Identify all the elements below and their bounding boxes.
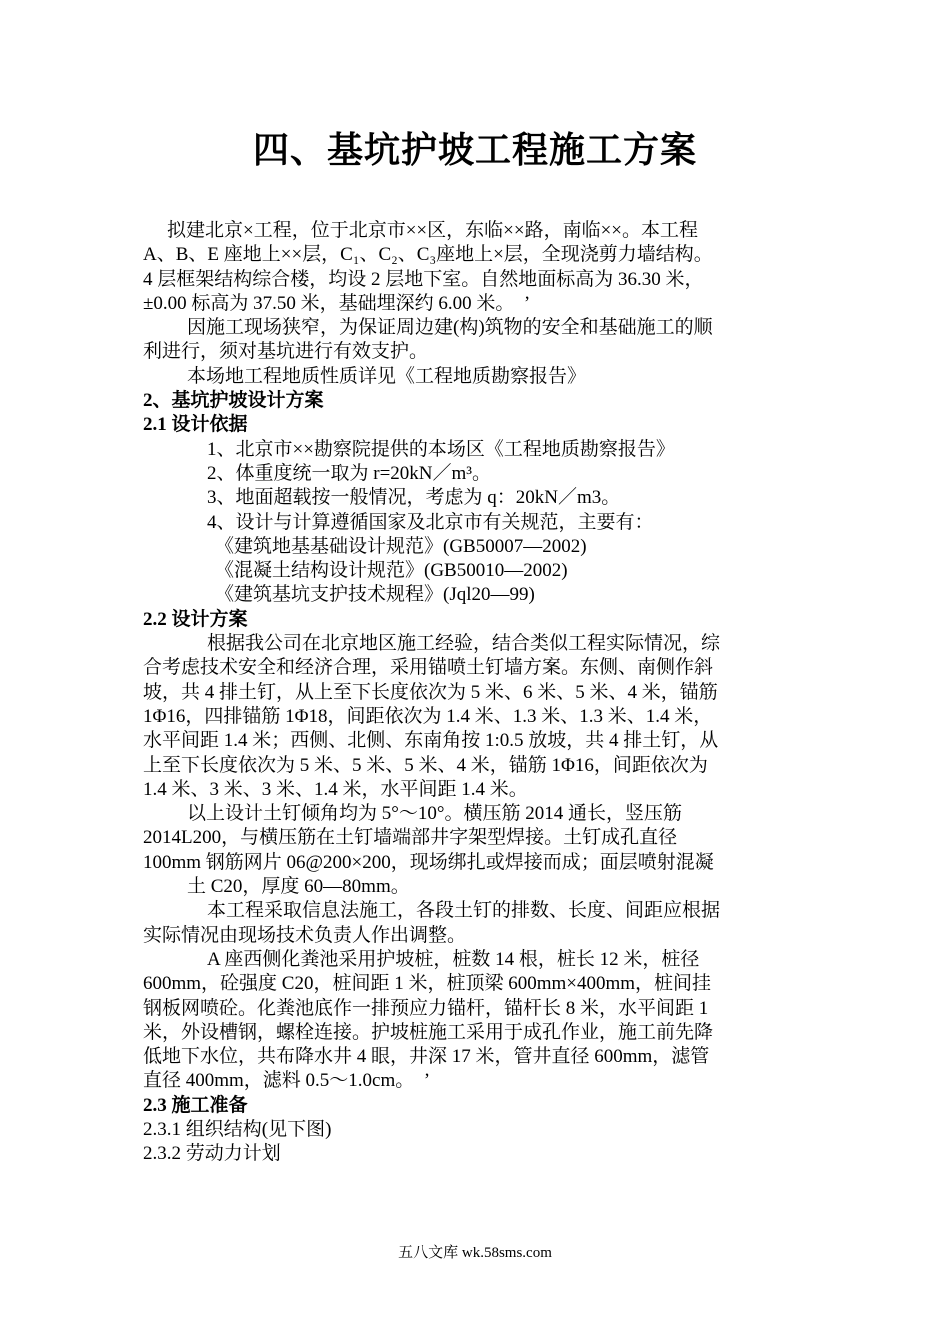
code-item-2: 《混凝土结构设计规范》(GB50010—2002) [215, 560, 568, 582]
text-line: 1.4 米、3 米、3 米、1.4 米，水平间距 1.4 米。 [143, 778, 528, 800]
design-paragraph-3 [143, 899, 813, 948]
basis-item-1: 1、北京市××勘察院提供的本场区《工程地质勘察报告》 [207, 438, 675, 460]
text-line: 利进行，须对基坑进行有效支护。 [143, 341, 429, 363]
basis-item-4: 4、设计与计算遵循国家及北京市有关规范，主要有： [207, 511, 654, 533]
text-line: 因施工现场狭窄，为保证周边建(构)筑物的安全和基础施工的顺 [187, 317, 713, 339]
text-line: 拟建北京×工程，位于北京市××区，东临××路，南临××。本工程 [167, 220, 699, 241]
text-line: 钢板网喷砼。化粪池底作一排预应力锚杆，锚杆长 8 米，水平间距 1 [143, 997, 709, 1019]
text-line: 坡，共 4 排土钉，从上至下长度依次为 5 米、6 米、5 米、4 米，锚筋 [143, 681, 718, 703]
text-line: ±0.00 标高为 37.50 米，基础埋深约 6.00 米。 ’ [143, 292, 531, 314]
text-line: 根据我公司在北京地区施工经验，结合类似工程实际情况，综 [207, 633, 721, 655]
page-title: 四、基坑护坡工程施工方案 [252, 129, 697, 171]
section-2-3-2-heading: 2.3.2 劳动力计划 [143, 1143, 281, 1165]
document-body [143, 219, 813, 1167]
text-line: 米，外设槽钢，螺栓连接。护坡桩施工采用于成孔作业，施工前先降 [143, 1021, 714, 1043]
text-line: 上至下长度依次为 5 米、5 米、5 米、4 米，锚筋 1Φ16，间距依次为 [143, 754, 708, 776]
basis-item-3: 3、地面超载按一般情况，考虑为 q：20kN／m3。 [207, 487, 621, 509]
text-line: 2014L200，与横压筋在土钉墙端部井字架型焊接。土钉成孔直径 [143, 827, 678, 849]
text-line: 合考虑技术安全和经济合理，采用锚喷土钉墙方案。东侧、南侧作斜 [143, 657, 714, 679]
text-line: A、B、E 座地上××层，C₁、C₂、C₃座地上×层，全现浇剪力墙结构。 [143, 244, 713, 266]
section-2-3-1-heading: 2.3.1 组织结构(见下图) [143, 1118, 332, 1140]
intro-paragraph-1 [143, 219, 813, 316]
text-line: 1Φ16，四排锚筋 1Φ18，间距依次为 1.4 米、1.3 米、1.3 米、1.4 米， [143, 705, 713, 727]
section-2-2-heading: 2.2 设计方案 [143, 608, 248, 630]
text-line: 水平间距 1.4 米；西侧、北侧、东南角按 1:0.5 放坡，共 4 排土钉，从 [143, 730, 719, 752]
intro-paragraph-3: 本场地工程地质性质详见《工程地质勘察报告》 [187, 365, 587, 387]
intro-paragraph-2 [143, 316, 813, 365]
text-line: 本工程采取信息法施工，各段土钉的排数、长度、间距应根据 [207, 900, 721, 922]
text-line: 实际情况由现场技术负责人作出调整。 [143, 924, 467, 946]
text-line: 4 层框架结构综合楼，均设 2 层地下室。自然地面标高为 36.30 米， [143, 268, 704, 290]
text-line: 低地下水位，共布降水井 4 眼，井深 17 米，管井直径 600mm，滤管 [143, 1046, 710, 1068]
text-line: 600mm，砼强度 C20，桩间距 1 米，桩顶梁 600mm×400mm，桩间挂 [143, 973, 712, 995]
design-paragraph-2-last-line: 土 C20，厚度 60—80mm。 [187, 876, 410, 898]
code-item-1: 《建筑地基基础设计规范》(GB50007—2002) [215, 535, 587, 557]
design-paragraph-2 [143, 802, 813, 875]
text-line: 直径 400mm，滤料 0.5～1.0cm。 ’ [143, 1070, 431, 1092]
design-paragraph-4 [143, 948, 813, 1094]
design-paragraph-1 [143, 632, 813, 802]
code-item-3: 《建筑基坑支护技术规程》(Jql20—99) [215, 584, 535, 606]
text-line: 100mm 钢筋网片 06@200×200，现场绑扎或焊接而成；面层喷射混凝 [143, 851, 714, 873]
section-2-3-heading: 2.3 施工准备 [143, 1094, 248, 1116]
text-line: A 座西侧化粪池采用护坡桩，桩数 14 根，桩长 12 米，桩径 [207, 948, 700, 970]
section-2-1-heading: 2.1 设计依据 [143, 414, 248, 436]
basis-item-2: 2、体重度统一取为 r=20kN／m³。 [207, 462, 491, 484]
page-footer: 五八文库 wk.58sms.com [398, 1245, 552, 1261]
section-2-heading: 2、基坑护坡设计方案 [143, 390, 324, 412]
text-line: 以上设计土钉倾角均为 5°～10°。横压筋 2014 通长，竖压筋 [187, 803, 682, 825]
